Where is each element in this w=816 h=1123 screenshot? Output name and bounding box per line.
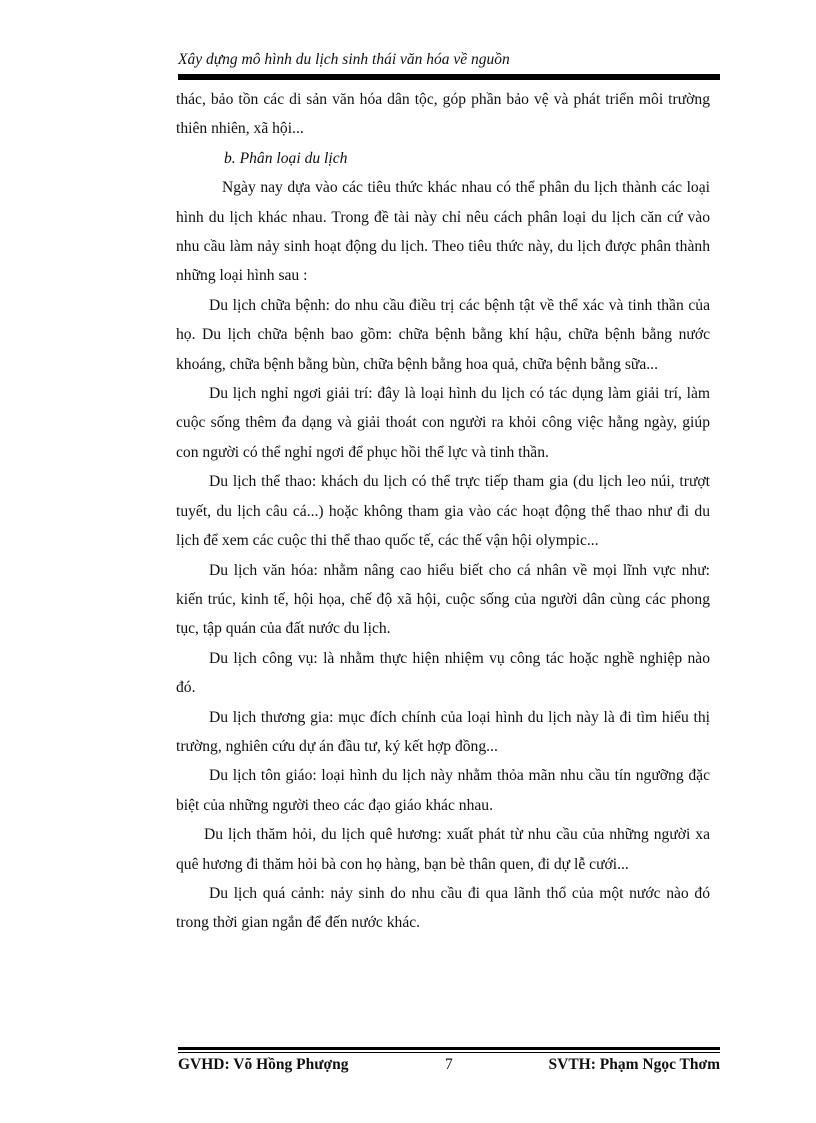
paragraph-cong-vu: Du lịch công vụ: là nhằm thực hiện nhiệm vụ công tác hoặc nghề nghiệp nào đó. (176, 649, 710, 697)
footer-rule-thick (178, 1047, 720, 1050)
header-rule (178, 74, 720, 80)
section-heading: b. Phân loại du lịch (224, 149, 348, 167)
paragraph-chua-benh: Du lịch chữa bệnh: do nhu cầu điều trị các bệnh tật về thể xác và tinh thần của họ. Du lịch chữa bệnh bao gồm: chữa bệnh bằng khí hậu, chữa bệnh bằng nước khoáng, chữa bệnh bằng bùn, chữa bệnh bằng hoa quả, chữa bệnh bằng sữa... (176, 296, 710, 373)
footer-advisor: GVHD: Võ Hồng Phượng (178, 1056, 349, 1073)
paragraph-ton-giao: Du lịch tôn giáo: loại hình du lịch này nhằm thỏa mãn nhu cầu tín ngưỡng đặc biệt của những người theo các đạo giáo khác nhau. (176, 767, 710, 814)
continuation-paragraph: thác, bảo tồn các di sản văn hóa dân tộc, góp phần bảo vệ và phát triển môi trường thiên nhiên, xã hội... (176, 91, 710, 138)
footer-rule-thin (178, 1052, 720, 1053)
paragraph-thuong-gia: Du lịch thương gia: mục đích chính của loại hình du lịch này là đi tìm hiểu thị trường, nghiên cứu dự án đầu tư, ký kết hợp đồng... (176, 708, 710, 755)
page-header-title: Xây dựng mô hình du lịch sinh thái văn hóa về nguồn (178, 51, 510, 68)
intro-paragraph: Ngày nay dựa vào các tiêu thức khác nhau có thể phân du lịch thành các loại hình du lịch khác nhau. Trong đề tài này chỉ nêu cách phân loại du lịch căn cứ vào nhu cầu làm nảy sinh hoạt động du lịch. Theo tiêu thức này, du lịch được phân thành những loại hình sau : (176, 179, 710, 285)
paragraph-van-hoa: Du lịch văn hóa: nhằm nâng cao hiểu biết cho cá nhân về mọi lĩnh vực như: kiến trúc, kinh tế, hội họa, chế độ xã hội, cuộc sống của người dân cùng các phong tục, tập quán của đất nước du lịch. (176, 561, 710, 638)
paragraph-the-thao: Du lịch thể thao: khách du lịch có thể trực tiếp tham gia (du lịch leo núi, trượt tuyết, du lịch câu cá...) hoặc không tham gia vào các hoạt động thể thao như đi du lịch để xem các cuộc thi thể thao quốc tế, các thế vận hội olympic... (176, 473, 710, 550)
document-body (176, 85, 710, 938)
paragraph-tham-hoi: Du lịch thăm hỏi, du lịch quê hương: xuất phát từ nhu cầu của những người xa quê hương đi thăm hỏi bà con họ hàng, bạn bè thân quen, đi dự lễ cưới... (176, 826, 710, 873)
paragraph-nghi-ngoi: Du lịch nghỉ ngơi giải trí: đây là loại hình du lịch có tác dụng làm giải trí, làm cuộc sống thêm đa dạng và giải thoát con người ra khỏi công việc hằng ngày, giúp con người có thể nghỉ ngơi để phục hồi thể lực và tinh thần. (176, 385, 710, 461)
paragraph-qua-canh: Du lịch quá cảnh: nảy sinh do nhu cầu đi qua lãnh thổ của một nước nào đó trong thời gian ngắn để đến nước khác. (176, 884, 710, 932)
footer-student: SVTH: Phạm Ngọc Thơm (548, 1056, 720, 1073)
page-number: 7 (445, 1056, 453, 1073)
